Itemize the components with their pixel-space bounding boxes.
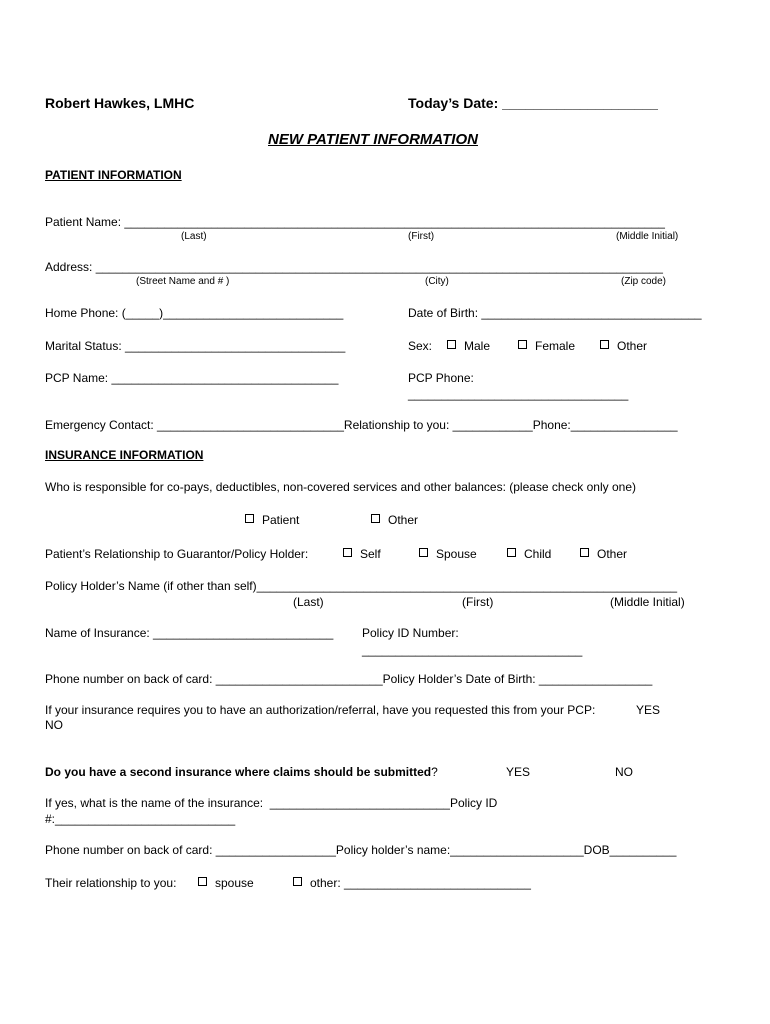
their-relationship-label: Their relationship to you: — [45, 876, 177, 890]
name-first-caption: (First) — [408, 231, 435, 242]
address-field[interactable]: Address: _____________________________________________________________________________________ — [45, 260, 663, 274]
sex-male-option[interactable]: Male — [447, 339, 490, 353]
sex-female-option[interactable]: Female — [518, 339, 575, 353]
pcp-phone-label: PCP Phone: — [408, 371, 474, 385]
card-phone-field[interactable]: Phone number on back of card: _________________________Policy Holder’s Date of Birth: _________________ — [45, 672, 653, 686]
home-phone-field[interactable]: Home Phone: (_____)___________________________ — [45, 306, 344, 320]
responsible-patient-option[interactable]: Patient — [245, 513, 299, 527]
rel-other-option[interactable]: Other — [580, 547, 627, 561]
dob-field[interactable]: Date of Birth: _________________________________ — [408, 306, 702, 320]
todays-date-field[interactable]: Today’s Date: ____________________ — [408, 95, 658, 111]
addr-zip-caption: (Zip code) — [621, 276, 667, 287]
checkbox-icon[interactable] — [371, 514, 380, 523]
responsible-question: Who is responsible for co-pays, deductibles, non-covered services and other balances: (please check only one) — [45, 480, 636, 494]
authorization-yes[interactable]: YES — [636, 703, 661, 717]
rel-child-option[interactable]: Child — [507, 547, 551, 561]
page-title: NEW PATIENT INFORMATION — [268, 131, 478, 148]
checkbox-icon[interactable] — [580, 548, 589, 557]
addr-street-caption: (Street Name and # ) — [136, 276, 230, 287]
patient-section-heading: PATIENT INFORMATION — [45, 168, 182, 182]
authorization-no[interactable]: NO — [45, 718, 63, 732]
second-card-phone-field[interactable]: Phone number on back of card: __________________Policy holder’s name:____________________DOB__________ — [45, 843, 677, 857]
second-insurance-name-field[interactable]: If yes, what is the name of the insurance: ___________________________Policy ID — [45, 796, 498, 810]
second-insurance-question: Do you have a second insurance where claims should be submitted? — [45, 765, 438, 779]
their-other-option[interactable]: other: ____________________________ — [293, 876, 531, 890]
their-spouse-option[interactable]: spouse — [198, 876, 254, 890]
pcp-phone-field[interactable]: _________________________________ — [408, 387, 629, 401]
policy-id-field[interactable]: _________________________________ — [362, 643, 583, 657]
second-policy-id-field[interactable]: #:___________________________ — [45, 812, 236, 826]
second-insurance-no[interactable]: NO — [615, 765, 633, 779]
name-middle-caption: (Middle Initial) — [616, 231, 679, 242]
checkbox-icon[interactable] — [507, 548, 516, 557]
second-insurance-yes[interactable]: YES — [506, 765, 531, 779]
provider-name: Robert Hawkes, LMHC — [45, 95, 195, 111]
checkbox-icon[interactable] — [600, 340, 609, 349]
name-last-caption: (Last) — [181, 231, 207, 242]
rel-spouse-option[interactable]: Spouse — [419, 547, 477, 561]
patient-name-field[interactable]: Patient Name: _________________________________________________________________________________ — [45, 215, 665, 229]
holder-middle-caption: (Middle Initial) — [610, 595, 685, 609]
insurance-section-heading: INSURANCE INFORMATION — [45, 448, 204, 462]
checkbox-icon[interactable] — [419, 548, 428, 557]
marital-status-field[interactable]: Marital Status: _________________________________ — [45, 339, 346, 353]
holder-last-caption: (Last) — [293, 595, 324, 609]
insurance-name-field[interactable]: Name of Insurance: ___________________________ — [45, 626, 334, 640]
pcp-name-field[interactable]: PCP Name: __________________________________ — [45, 371, 339, 385]
addr-city-caption: (City) — [425, 276, 449, 287]
emergency-contact-field[interactable]: Emergency Contact: ____________________________Relationship to you: ____________Phone:________________ — [45, 418, 678, 432]
policy-id-label: Policy ID Number: — [362, 626, 459, 640]
checkbox-icon[interactable] — [293, 877, 302, 886]
holder-first-caption: (First) — [462, 595, 494, 609]
checkbox-icon[interactable] — [343, 548, 352, 557]
authorization-question: If your insurance requires you to have an authorization/referral, have you requested this from your PCP: — [45, 703, 596, 717]
sex-other-option[interactable]: Other — [600, 339, 647, 353]
checkbox-icon[interactable] — [198, 877, 207, 886]
sex-label: Sex: — [408, 339, 433, 353]
policy-holder-name-field[interactable]: Policy Holder’s Name (if other than self)_______________________________________________________________ — [45, 579, 678, 593]
checkbox-icon[interactable] — [518, 340, 527, 349]
responsible-other-option[interactable]: Other — [371, 513, 418, 527]
checkbox-icon[interactable] — [245, 514, 254, 523]
rel-self-option[interactable]: Self — [343, 547, 381, 561]
checkbox-icon[interactable] — [447, 340, 456, 349]
relationship-label: Patient’s Relationship to Guarantor/Policy Holder: — [45, 547, 309, 561]
